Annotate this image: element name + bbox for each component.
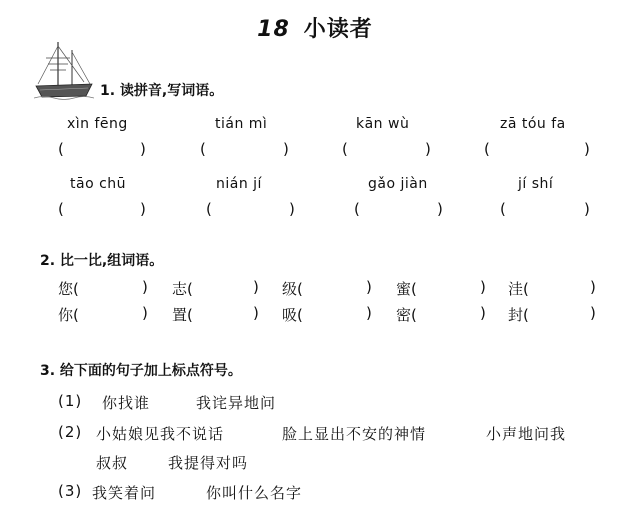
sentence-number: (3) bbox=[58, 482, 83, 500]
answer-open-paren: ( bbox=[342, 140, 348, 158]
compare-item: 您( bbox=[58, 280, 79, 298]
compare-item: 置( bbox=[172, 306, 193, 324]
compare-item: 志( bbox=[172, 280, 193, 298]
lesson-title: 小读者 bbox=[303, 17, 373, 42]
pinyin-kan-wu: kān wù bbox=[356, 116, 410, 132]
sentence-part: 你叫什么名字 bbox=[206, 484, 303, 502]
answer-close-paren: ) bbox=[140, 140, 146, 158]
sentence-part: 脸上显出不安的神情 bbox=[282, 425, 427, 443]
pinyin-nian-ji: nián jí bbox=[216, 176, 262, 192]
compare-item: 封( bbox=[508, 306, 529, 324]
compare-item: 级( bbox=[282, 280, 303, 298]
sentence-number: (1) bbox=[58, 392, 83, 410]
sentence-number: (2) bbox=[58, 423, 83, 441]
pinyin-gao-jian: gǎo jiàn bbox=[368, 176, 428, 192]
compare-close-paren: ) bbox=[142, 304, 148, 322]
compare-close-paren: ) bbox=[253, 278, 259, 296]
compare-item: 你( bbox=[58, 306, 79, 324]
pinyin-xin-feng: xìn fēng bbox=[67, 116, 128, 132]
sentence-part: 小姑娘见我不说话 bbox=[96, 425, 225, 443]
pinyin-tao-chu: tāo chū bbox=[70, 176, 127, 192]
answer-open-paren: ( bbox=[58, 200, 64, 218]
compare-close-paren: ) bbox=[142, 278, 148, 296]
answer-open-paren: ( bbox=[206, 200, 212, 218]
compare-close-paren: ) bbox=[253, 304, 259, 322]
answer-open-paren: ( bbox=[58, 140, 64, 158]
sentence-part: 你找谁 bbox=[102, 394, 151, 412]
answer-close-paren: ) bbox=[283, 140, 289, 158]
compare-close-paren: ) bbox=[480, 304, 486, 322]
answer-close-paren: ) bbox=[584, 200, 590, 218]
answer-close-paren: ) bbox=[437, 200, 443, 218]
answer-open-paren: ( bbox=[354, 200, 360, 218]
compare-close-paren: ) bbox=[366, 304, 372, 322]
compare-item: 蜜( bbox=[396, 280, 417, 298]
answer-open-paren: ( bbox=[484, 140, 490, 158]
sentence-part: 我诧异地问 bbox=[196, 394, 277, 412]
pinyin-tian-mi: tián mì bbox=[215, 116, 268, 132]
answer-close-paren: ) bbox=[425, 140, 431, 158]
sentence-part: 小声地问我 bbox=[486, 425, 567, 443]
answer-close-paren: ) bbox=[584, 140, 590, 158]
compare-close-paren: ) bbox=[590, 304, 596, 322]
sailboat-icon bbox=[34, 40, 94, 100]
section2-heading: 2. 比一比,组词语。 bbox=[40, 253, 164, 269]
section1-heading: 1. 读拼音,写词语。 bbox=[100, 83, 224, 99]
sentence-part: 我提得对吗 bbox=[168, 454, 249, 472]
page-title bbox=[0, 12, 630, 43]
answer-close-paren: ) bbox=[140, 200, 146, 218]
pinyin-ji-shi: jí shí bbox=[518, 176, 554, 192]
answer-close-paren: ) bbox=[289, 200, 295, 218]
compare-item: 密( bbox=[396, 306, 417, 324]
sentence-part: 我笑着问 bbox=[92, 484, 157, 502]
pinyin-za-tou-fa: zā tóu fa bbox=[500, 116, 566, 132]
section3-heading: 3. 给下面的句子加上标点符号。 bbox=[40, 363, 242, 379]
answer-open-paren: ( bbox=[500, 200, 506, 218]
compare-close-paren: ) bbox=[480, 278, 486, 296]
compare-close-paren: ) bbox=[366, 278, 372, 296]
sentence-part: 叔叔 bbox=[96, 454, 129, 472]
lesson-number: 18 bbox=[257, 17, 290, 42]
answer-open-paren: ( bbox=[200, 140, 206, 158]
compare-close-paren: ) bbox=[590, 278, 596, 296]
compare-item: 吸( bbox=[282, 306, 303, 324]
compare-item: 洼( bbox=[508, 280, 529, 298]
